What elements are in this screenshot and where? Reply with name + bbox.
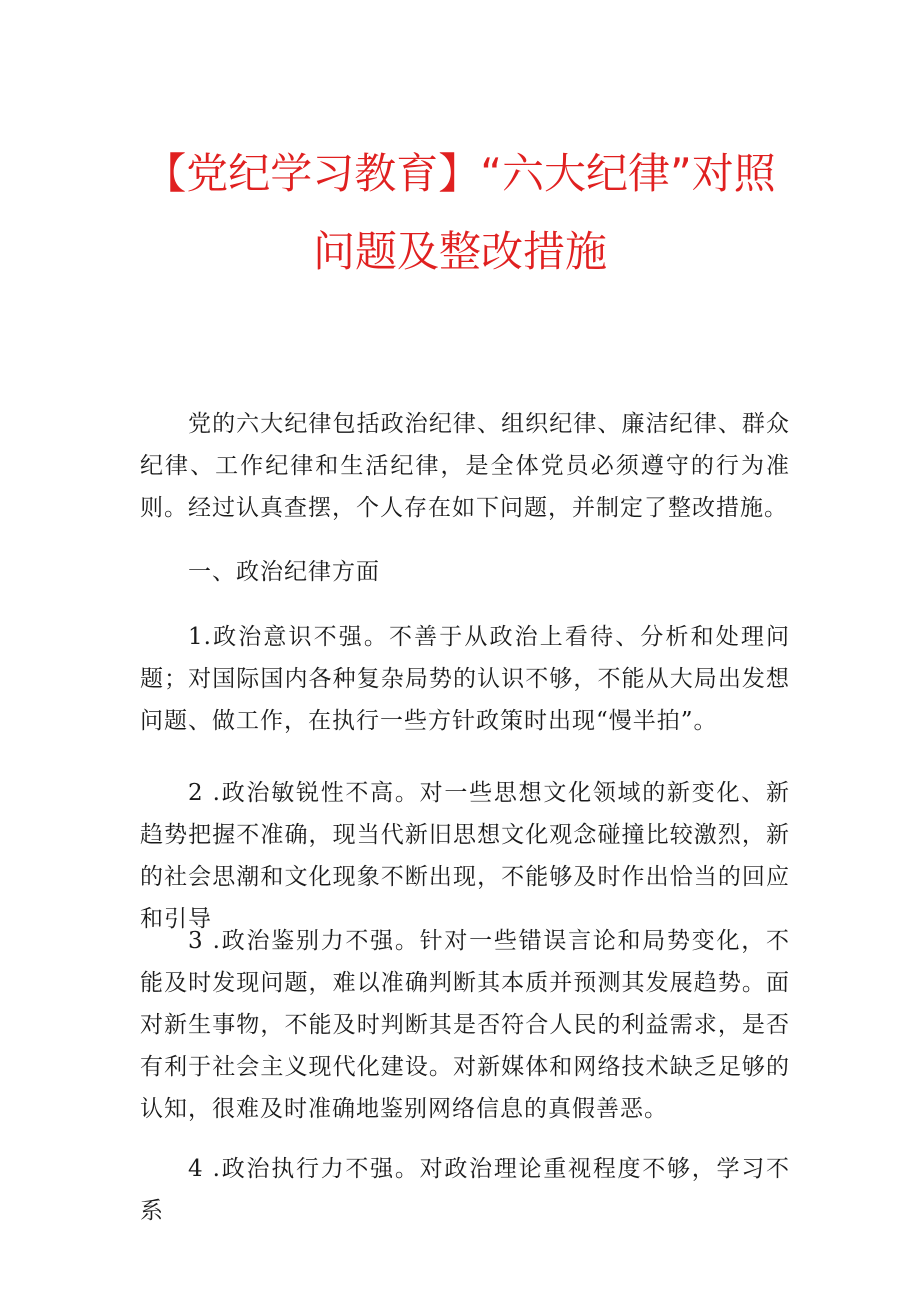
item-3-paragraph: 3 .政治鉴别力不强。针对一些错误言论和局势变化，不能及时发现问题，难以准确判断其本质并预测其发展趋势。面对新生事物，不能及时判断其是否符合人民的利益需求，是否有利于社会主义现代化建设。对新媒体和网络技术缺乏足够的认知，很难及时准确地鉴别网络信息的真假善恶。 xyxy=(140,928,790,1122)
section-heading-political-discipline: 一、政治纪律方面 xyxy=(188,559,380,585)
document-title-line-2: 问题及整改措施 xyxy=(312,227,607,276)
item-1-paragraph: 1.政治意识不强。不善于从政治上看待、分析和处理问题；对国际国内各种复杂局势的认识不够，不能从大局出发想问题、做工作，在执行一些方针政策时出现“慢半拍”。 xyxy=(140,624,790,734)
intro-paragraph: 党的六大纪律包括政治纪律、组织纪律、廉洁纪律、群众纪律、工作纪律和生活纪律，是全体党员必须遵守的行为准则。经过认真查摆，个人存在如下问题，并制定了整改措施。 xyxy=(140,411,790,521)
item-4-paragraph: 4 .政治执行力不强。对政治理论重视程度不够，学习不系 xyxy=(140,1156,790,1224)
document-title-line-1: 【党纪学习教育】“六大纪律”对照 xyxy=(144,149,776,198)
item-2-paragraph: 2 .政治敏锐性不高。对一些思想文化领域的新变化、新趋势把握不准确，现当代新旧思想文化观念碰撞比较激烈，新的社会思潮和文化现象不断出现，不能够及时作出恰当的回应和引导 xyxy=(140,780,790,932)
